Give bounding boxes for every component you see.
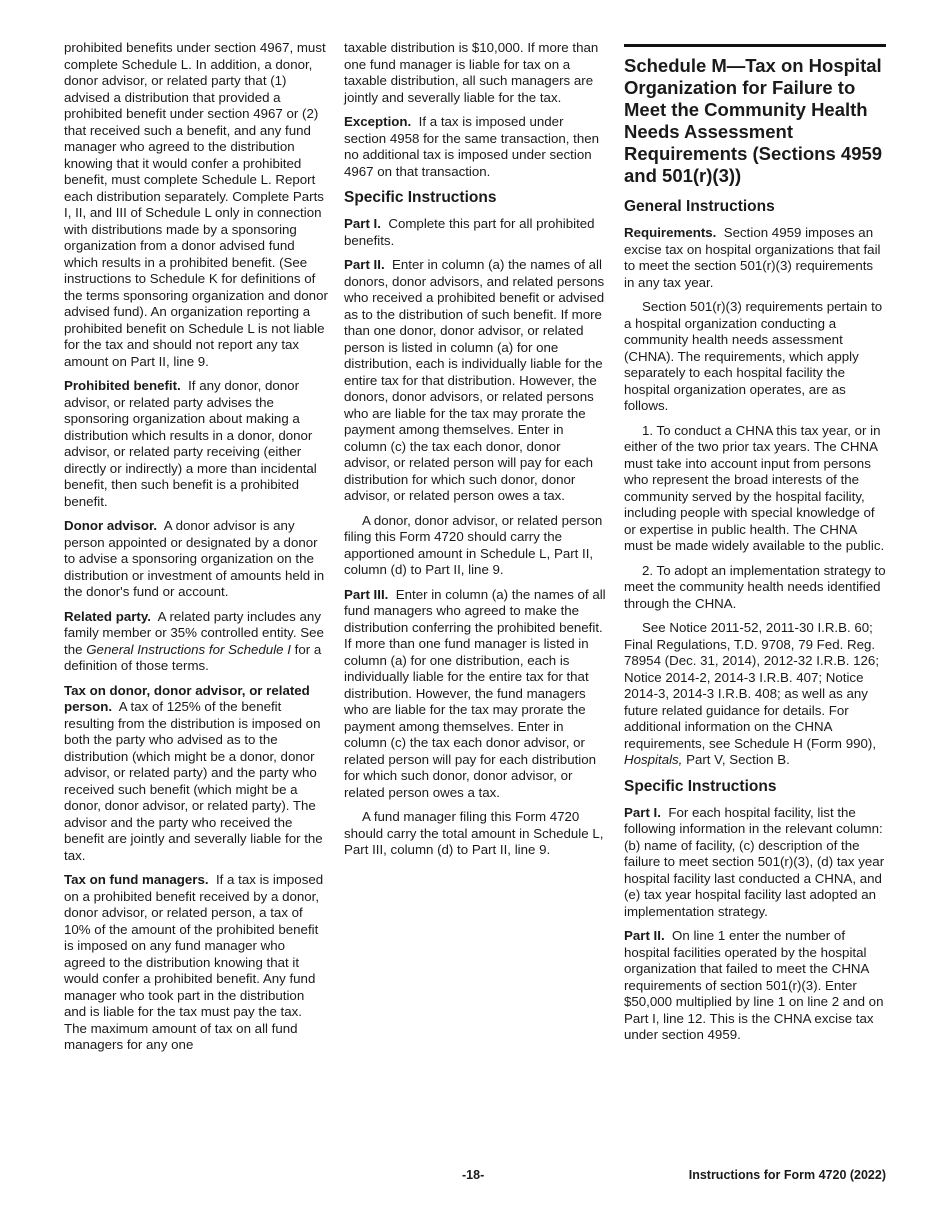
paragraph-requirements xyxy=(624,225,886,291)
text-exception: If a tax is imposed under section 4958 for the same transaction, then no additional tax is imposed under section 4967 on that transaction. xyxy=(344,114,600,179)
term-part-1: Part I. xyxy=(344,216,381,231)
paragraph-continued: taxable distribution is $10,000. If more than one fund manager is liable for tax on a taxable distribution, all such managers are jointly and severally liable for the tax. xyxy=(344,40,599,105)
text-see-notice-b: Part V, Section B. xyxy=(686,752,790,767)
text-part-2: Enter in column (a) the names of all donors, donor advisors, and related persons who received a prohibited benefit or advised as to the distribution of such benefit. If more than one donor, donor advisor, or related person is listed in column (a) for one distribution, each is individually liable for the entire tax for that distribution. However, the donors, donor advisors, or related persons who are liable for the tax may prorate the payment among themselves. Enter in column (c) the tax each donor, donor advisor, or related person will pay for each distribution for which such donor, donor advisor, or related person owes a tax. xyxy=(344,257,605,503)
term-tax-on-fund-managers: Tax on fund managers. xyxy=(64,872,209,887)
text-requirements: Section 4959 imposes an excise tax on hospital organizations that fail to meet the section 501(r)(3) requirements in any tax year. xyxy=(624,225,881,290)
text-tax-on-donor: A tax of 125% of the benefit resulting from the distribution is imposed on both the party who advised as to the distribution (which might be a donor, donor advisor, or related party) and the party who received such benefit (which might be a donor, donor advisor, or related party). The advisor and the party who received the benefit are jointly and severally liable for the tax. xyxy=(64,699,323,863)
list-item-2: 2. To adopt an implementation strategy to meet the community health needs identified through the CHNA. xyxy=(624,562,886,611)
heading-general-instructions: General Instructions xyxy=(624,198,775,215)
paragraph-tax-on-donor xyxy=(64,683,328,865)
text-see-notice-a: See Notice 2011-52, 2011-30 I.R.B. 60; Final Regulations, T.D. 9708, 79 Fed. Reg. 78954 (Dec. 31, 2014), 2012-32 I.R.B. 126; Notice 2014-2, 2014-3 I.R.B. 407; Notice 2014-3, 2014-3 I.R.B. 408; as well as any future related guidance for details. For additional information on the CHNA requirements, see Schedule H (Form 990), xyxy=(624,620,880,751)
text-part-3: Enter in column (a) the names of all fund managers who agreed to make the distribution conferring the prohibited benefit. If more than one fund manager is listed in column (a) for one distribution, each is individually liable for the entire tax for that distribution. However, the fund managers who are liable for the tax may prorate the payment among themselves. Enter in column (c) the tax each donor advisor, or related person will pay for each distribution for which such donor, donor advisor, or related person owes a tax. xyxy=(344,586,606,800)
text-related-party-a: A related party includes any family member or 35% controlled entity. See the xyxy=(64,608,324,657)
paragraph-see-notice xyxy=(624,620,886,769)
paragraph-m-part-1 xyxy=(624,805,886,921)
text-part-1: Complete this part for all prohibited benefits. xyxy=(344,216,595,248)
term-m-part-1: Part I. xyxy=(624,804,661,820)
term-tax-on-donor: Tax on donor, donor advisor, or related person. xyxy=(64,682,310,714)
list-item-1: 1. To conduct a CHNA this tax year, or in either of the two prior tax years. The CHNA must take into account input from persons who represent the broad interests of the community served by the hospital facility, including people with special knowledge of or expertise in public health. The CHNA must be made widely available to the public. xyxy=(624,422,885,553)
term-part-2: Part II. xyxy=(344,257,385,272)
text-see-notice-italic: Hospitals, xyxy=(624,752,683,767)
paragraph-part-2-carry: A donor, donor advisor, or related person filing this Form 4720 should carry the apportioned amount in Schedule L, Part II, column (d) to Part II, line 9. xyxy=(344,512,603,577)
column-middle xyxy=(344,40,606,867)
paragraph-intro: prohibited benefits under section 4967, must complete Schedule L. In addition, a donor, donor advisor, or related party that (1) advised a distribution that provided a prohibited benefit under section 4967 or (2) that received such a benefit, and any fund manager who agreed to the distribution knowing that it would confer a prohibited benefit, must complete Schedule L. Report each distribution separately. Complete Parts I, II, and III of Schedule L only in connection with distributions made by a sponsoring organization from a donor advised fund which results in a prohibited benefit. (See instructions to Schedule K for definitions of the terms sponsoring organization and donor advised fund). An organization reporting a prohibited benefit on Schedule L is not liable for the tax and should not report any tax amount on Part II, line 9. xyxy=(64,40,328,369)
text-m-part-1: For each hospital facility, list the following information in the relevant column: (b) name of facility, (c) description of the failure to meet section 501(r)(3), (d) tax year hospital facility last conducted a CHNA, and (e) tax year hospital facility last adopted an implementation strategy. xyxy=(624,804,885,919)
text-tax-on-fund-managers: If a tax is imposed on a prohibited benefit received by a donor, donor advisor, or related person, a tax of 10% of the amount of the prohibited benefit is imposed on any fund manager who agreed to the distribution knowing that it would confer a prohibited benefit. Any fund manager who took part in the distribution and is liable for the tax must pay the tax. The maximum amount of tax on all fund managers for any one xyxy=(64,872,324,1052)
text-donor-advisor: A donor advisor is any person appointed or designated by a donor to advise a sponsoring organization on the distribution or investment of amounts held in the donor's fund or account. xyxy=(64,518,325,599)
paragraph-prohibited-benefit xyxy=(64,378,328,510)
heading-specific-instructions-m: Specific Instructions xyxy=(624,777,777,795)
term-exception: Exception. xyxy=(344,114,412,129)
term-related-party: Related party. xyxy=(64,608,151,624)
text-related-party-italic: General Instructions for Schedule I xyxy=(86,641,291,657)
text-related-party-b: for a definition of those terms. xyxy=(64,641,322,673)
text-m-part-2: On line 1 enter the number of hospital facilities operated by the hospital organization that failed to meet the CHNA requirements of section 501(r)(3). Enter $50,000 multiplied by line 1 on line 2 and on Part I, line 12. This is the CHNA excise tax under section 4959. xyxy=(624,928,884,1042)
paragraph-501r3: Section 501(r)(3) requirements pertain to a hospital organization conducting a community health needs assessment (CHNA). The requirements, which apply separately to each hospital facility the hospital organization operates, are as follows. xyxy=(624,299,883,413)
text-prohibited-benefit: If any donor, donor advisor, or related party advises the sponsoring organization about making a distribution which results in a donor, donor advisor, or related party receiving (either directly or indirectly) a more than incidental benefit, then such benefit is a prohibited benefit. xyxy=(64,378,317,509)
heading-specific-instructions: Specific Instructions xyxy=(344,189,497,206)
column-left xyxy=(64,40,328,1062)
paragraph-donor-advisor xyxy=(64,518,328,601)
paragraph-part-3 xyxy=(344,587,606,802)
paragraph-m-part-2 xyxy=(624,928,886,1044)
column-right xyxy=(624,44,886,1052)
paragraph-part-3-carry: A fund manager filing this Form 4720 should carry the total amount in Schedule L, Part III, column (d) to Part II, line 9. xyxy=(344,809,604,857)
paragraph-part-1 xyxy=(344,216,606,249)
term-prohibited-benefit: Prohibited benefit. xyxy=(64,378,181,393)
paragraph-tax-on-fund-managers xyxy=(64,872,328,1054)
term-m-part-2: Part II. xyxy=(624,928,665,943)
schedule-m-title: Schedule M—Tax on Hospital Organization for Failure to Meet the Community Health Needs Assessment Requirements (Sections 4959 and 501(r)(3)) xyxy=(624,55,883,186)
paragraph-part-2 xyxy=(344,257,606,505)
paragraph-related-party xyxy=(64,609,328,675)
form-label: Instructions for Form 4720 (2022) xyxy=(688,1168,886,1182)
term-part-3: Part III. xyxy=(344,586,389,602)
term-donor-advisor: Donor advisor. xyxy=(64,518,158,533)
page-number: -18- xyxy=(462,1168,485,1182)
term-requirements: Requirements. xyxy=(624,225,717,240)
paragraph-exception xyxy=(344,114,606,180)
